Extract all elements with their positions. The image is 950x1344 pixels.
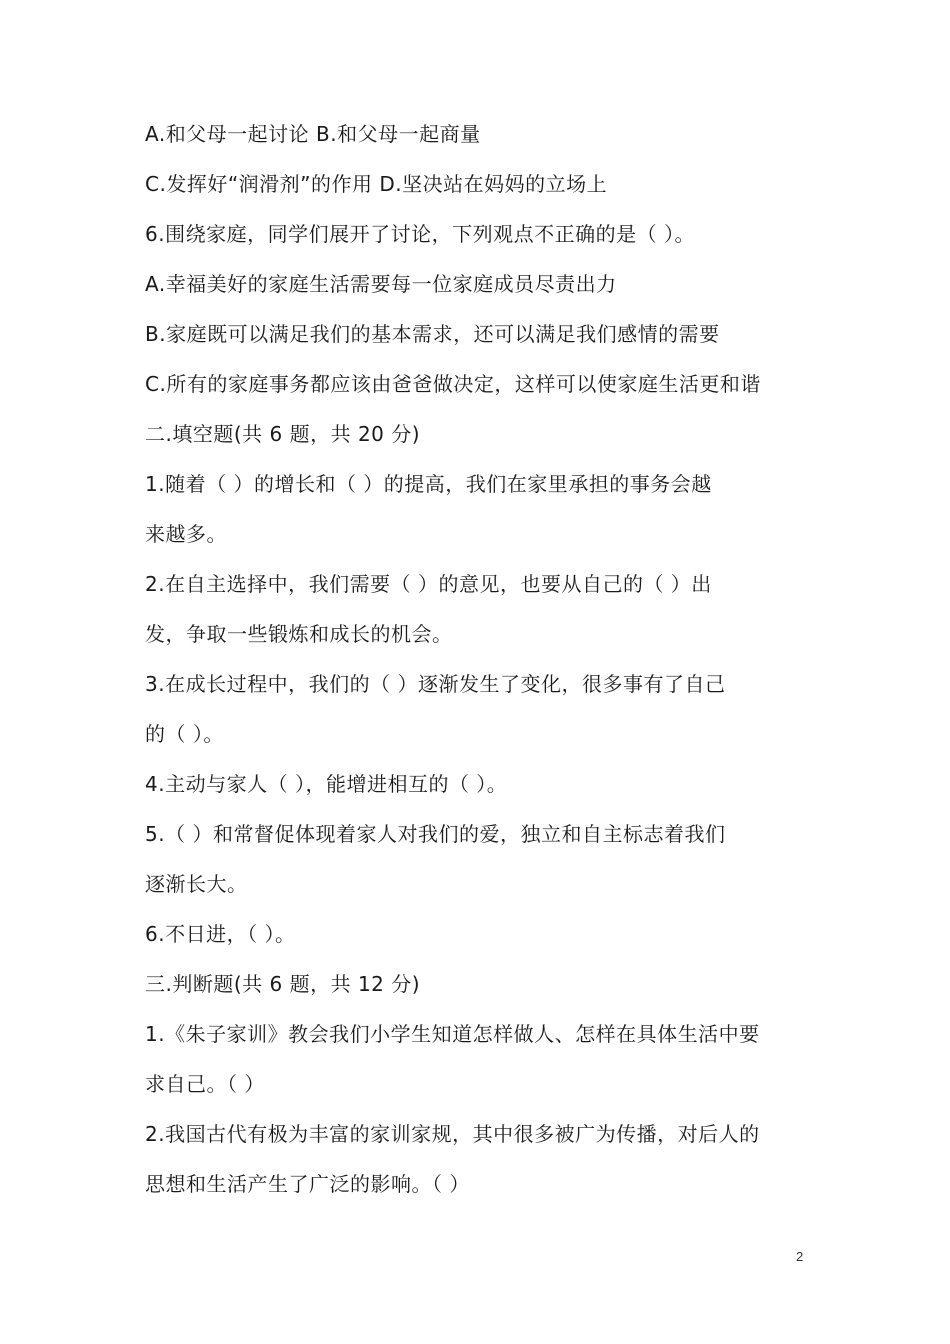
fill-question-2-line-1: 2.在自主选择中，我们需要（ ）的意见，也要从自己的（ ）出 (145, 572, 712, 596)
option-6b: B.家庭既可以满足我们的基本需求，还可以满足我们感情的需要 (145, 322, 720, 346)
judge-question-2-line-1: 2.我国古代有极为丰富的家训家规，其中很多被广为传播，对后人的 (145, 1122, 760, 1146)
fill-question-3-line-1: 3.在成长过程中，我们的（ ）逐渐发生了变化，很多事有了自己 (145, 672, 726, 696)
section-heading-fill-in: 二.填空题(共 6 题，共 20 分) (145, 422, 421, 446)
option-line-5a-5b: A.和父母一起讨论 B.和父母一起商量 (145, 122, 481, 146)
fill-question-4: 4.主动与家人（ ），能增进相互的（ ）。 (145, 772, 508, 796)
fill-question-3-line-2: 的（ ）。 (145, 722, 224, 746)
fill-question-5-line-2: 逐渐长大。 (145, 872, 248, 896)
judge-question-1-line-2: 求自己。（ ） (145, 1072, 265, 1096)
section-heading-true-false: 三.判断题(共 6 题，共 12 分) (145, 972, 421, 996)
judge-question-2-line-2: 思想和生活产生了广泛的影响。（ ） (145, 1172, 470, 1196)
page-number: 2 (796, 1249, 804, 1264)
fill-question-6: 6.不日进，（ ）。 (145, 922, 296, 946)
judge-question-1-line-1: 1.《朱子家训》教会我们小学生知道怎样做人、怎样在具体生活中要 (145, 1022, 760, 1046)
option-6c: C.所有的家庭事务都应该由爸爸做决定，这样可以使家庭生活更和谐 (145, 372, 761, 396)
fill-question-2-line-2: 发，争取一些锻炼和成长的机会。 (145, 622, 453, 646)
question-6-stem: 6.围绕家庭，同学们展开了讨论，下列观点不正确的是（ ）。 (145, 222, 695, 246)
fill-question-1-line-1: 1.随着（ ）的增长和（ ）的提高，我们在家里承担的事务会越 (145, 472, 712, 496)
option-line-5c-5d: C.发挥好“润滑剂”的作用 D.坚决站在妈妈的立场上 (145, 172, 608, 196)
fill-question-5-line-1: 5.（ ）和常督促体现着家人对我们的爱，独立和自主标志着我们 (145, 822, 726, 846)
option-6a: A.幸福美好的家庭生活需要每一位家庭成员尽责出力 (145, 272, 617, 296)
fill-question-1-line-2: 来越多。 (145, 522, 227, 546)
